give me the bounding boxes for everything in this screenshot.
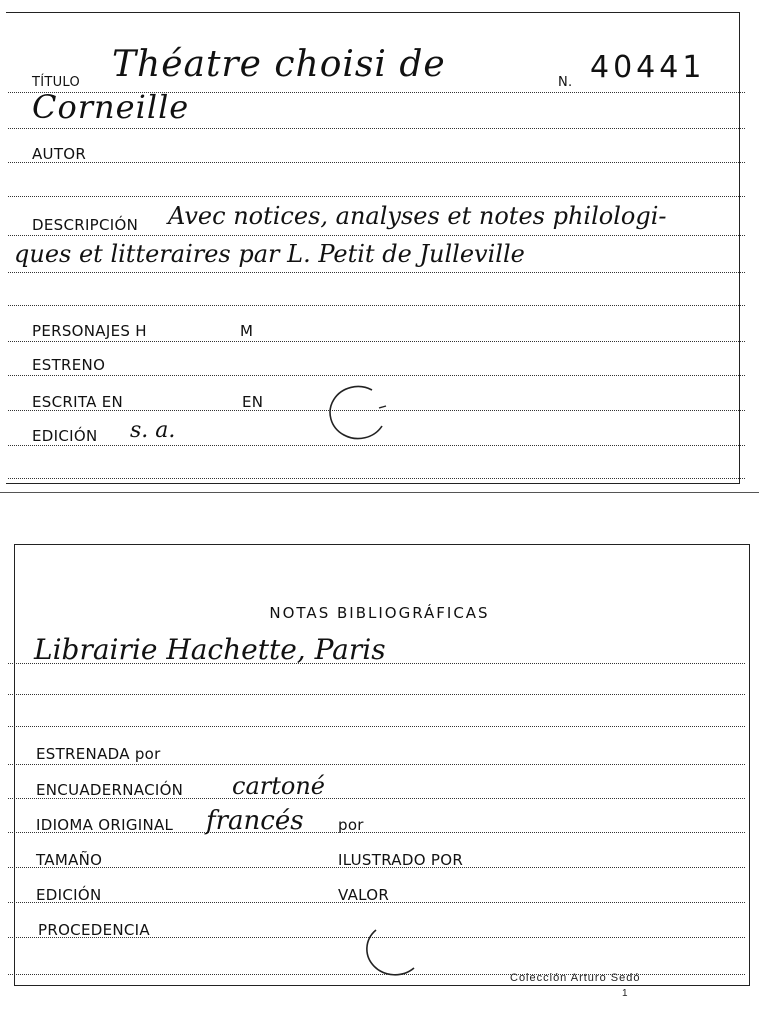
ruled-line [8,305,745,306]
ruled-line [8,726,745,727]
numero-value: 40441 [590,50,706,85]
personajes-label: PERSONAJES H [32,322,147,340]
edicion-label: EDICIÓN [36,886,102,904]
descripcion-value-continued: ques et litteraires par L. Petit de Julleville [14,240,525,268]
punch-hole-icon [362,926,422,976]
edicion-value: s. a. [130,418,176,443]
ruled-line [8,478,745,479]
descripcion-label: DESCRIPCIÓN [32,216,139,234]
collection-footer: Colección Arturo Sedó [510,972,641,984]
ruled-line [8,196,745,197]
titulo-value: Théatre choisi de [112,44,446,85]
valor-label: VALOR [338,886,390,904]
procedencia-label: PROCEDENCIA [38,921,150,939]
titulo-label: TÍTULO [32,75,81,90]
idioma-por-label: por [338,816,364,834]
notas-heading: NOTAS BIBLIOGRÁFICAS [269,604,490,622]
notas-value: Librairie Hachette, Paris [34,633,386,666]
numero-label: N. [558,75,573,90]
ruled-line [8,445,745,446]
escrita-en-label: EN [242,393,264,411]
personajes-m-label: M [240,322,254,340]
estrenada-label: ESTRENADA por [36,745,161,763]
ruled-line [8,375,745,376]
ruled-line [8,694,745,695]
idioma-value: francés [206,806,304,836]
tamano-label: TAMAÑO [36,851,103,869]
ruled-line [8,764,745,765]
descripcion-value: Avec notices, analyses et notes philologi- [168,202,667,230]
titulo-value-continued: Corneille [32,88,190,126]
estreno-label: ESTRENO [32,356,106,374]
ruled-line [8,341,745,342]
ilustrado-label: ILUSTRADO POR [338,851,464,869]
edicion-label: EDICIÓN [32,427,98,445]
encuadernacion-label: ENCUADERNACIÓN [36,781,184,799]
ruled-line [8,272,745,273]
card-front [0,0,759,493]
autor-label: AUTOR [32,145,87,163]
idioma-label: IDIOMA ORIGINAL [36,816,174,834]
ruled-line [8,235,745,236]
footer-mark: 1 [622,988,629,999]
ruled-line [8,128,745,129]
punch-hole-icon [324,382,394,442]
encuadernacion-value: cartoné [232,772,325,800]
card-back [0,540,759,1028]
escrita-label: ESCRITA EN [32,393,124,411]
ruled-line [8,162,745,163]
